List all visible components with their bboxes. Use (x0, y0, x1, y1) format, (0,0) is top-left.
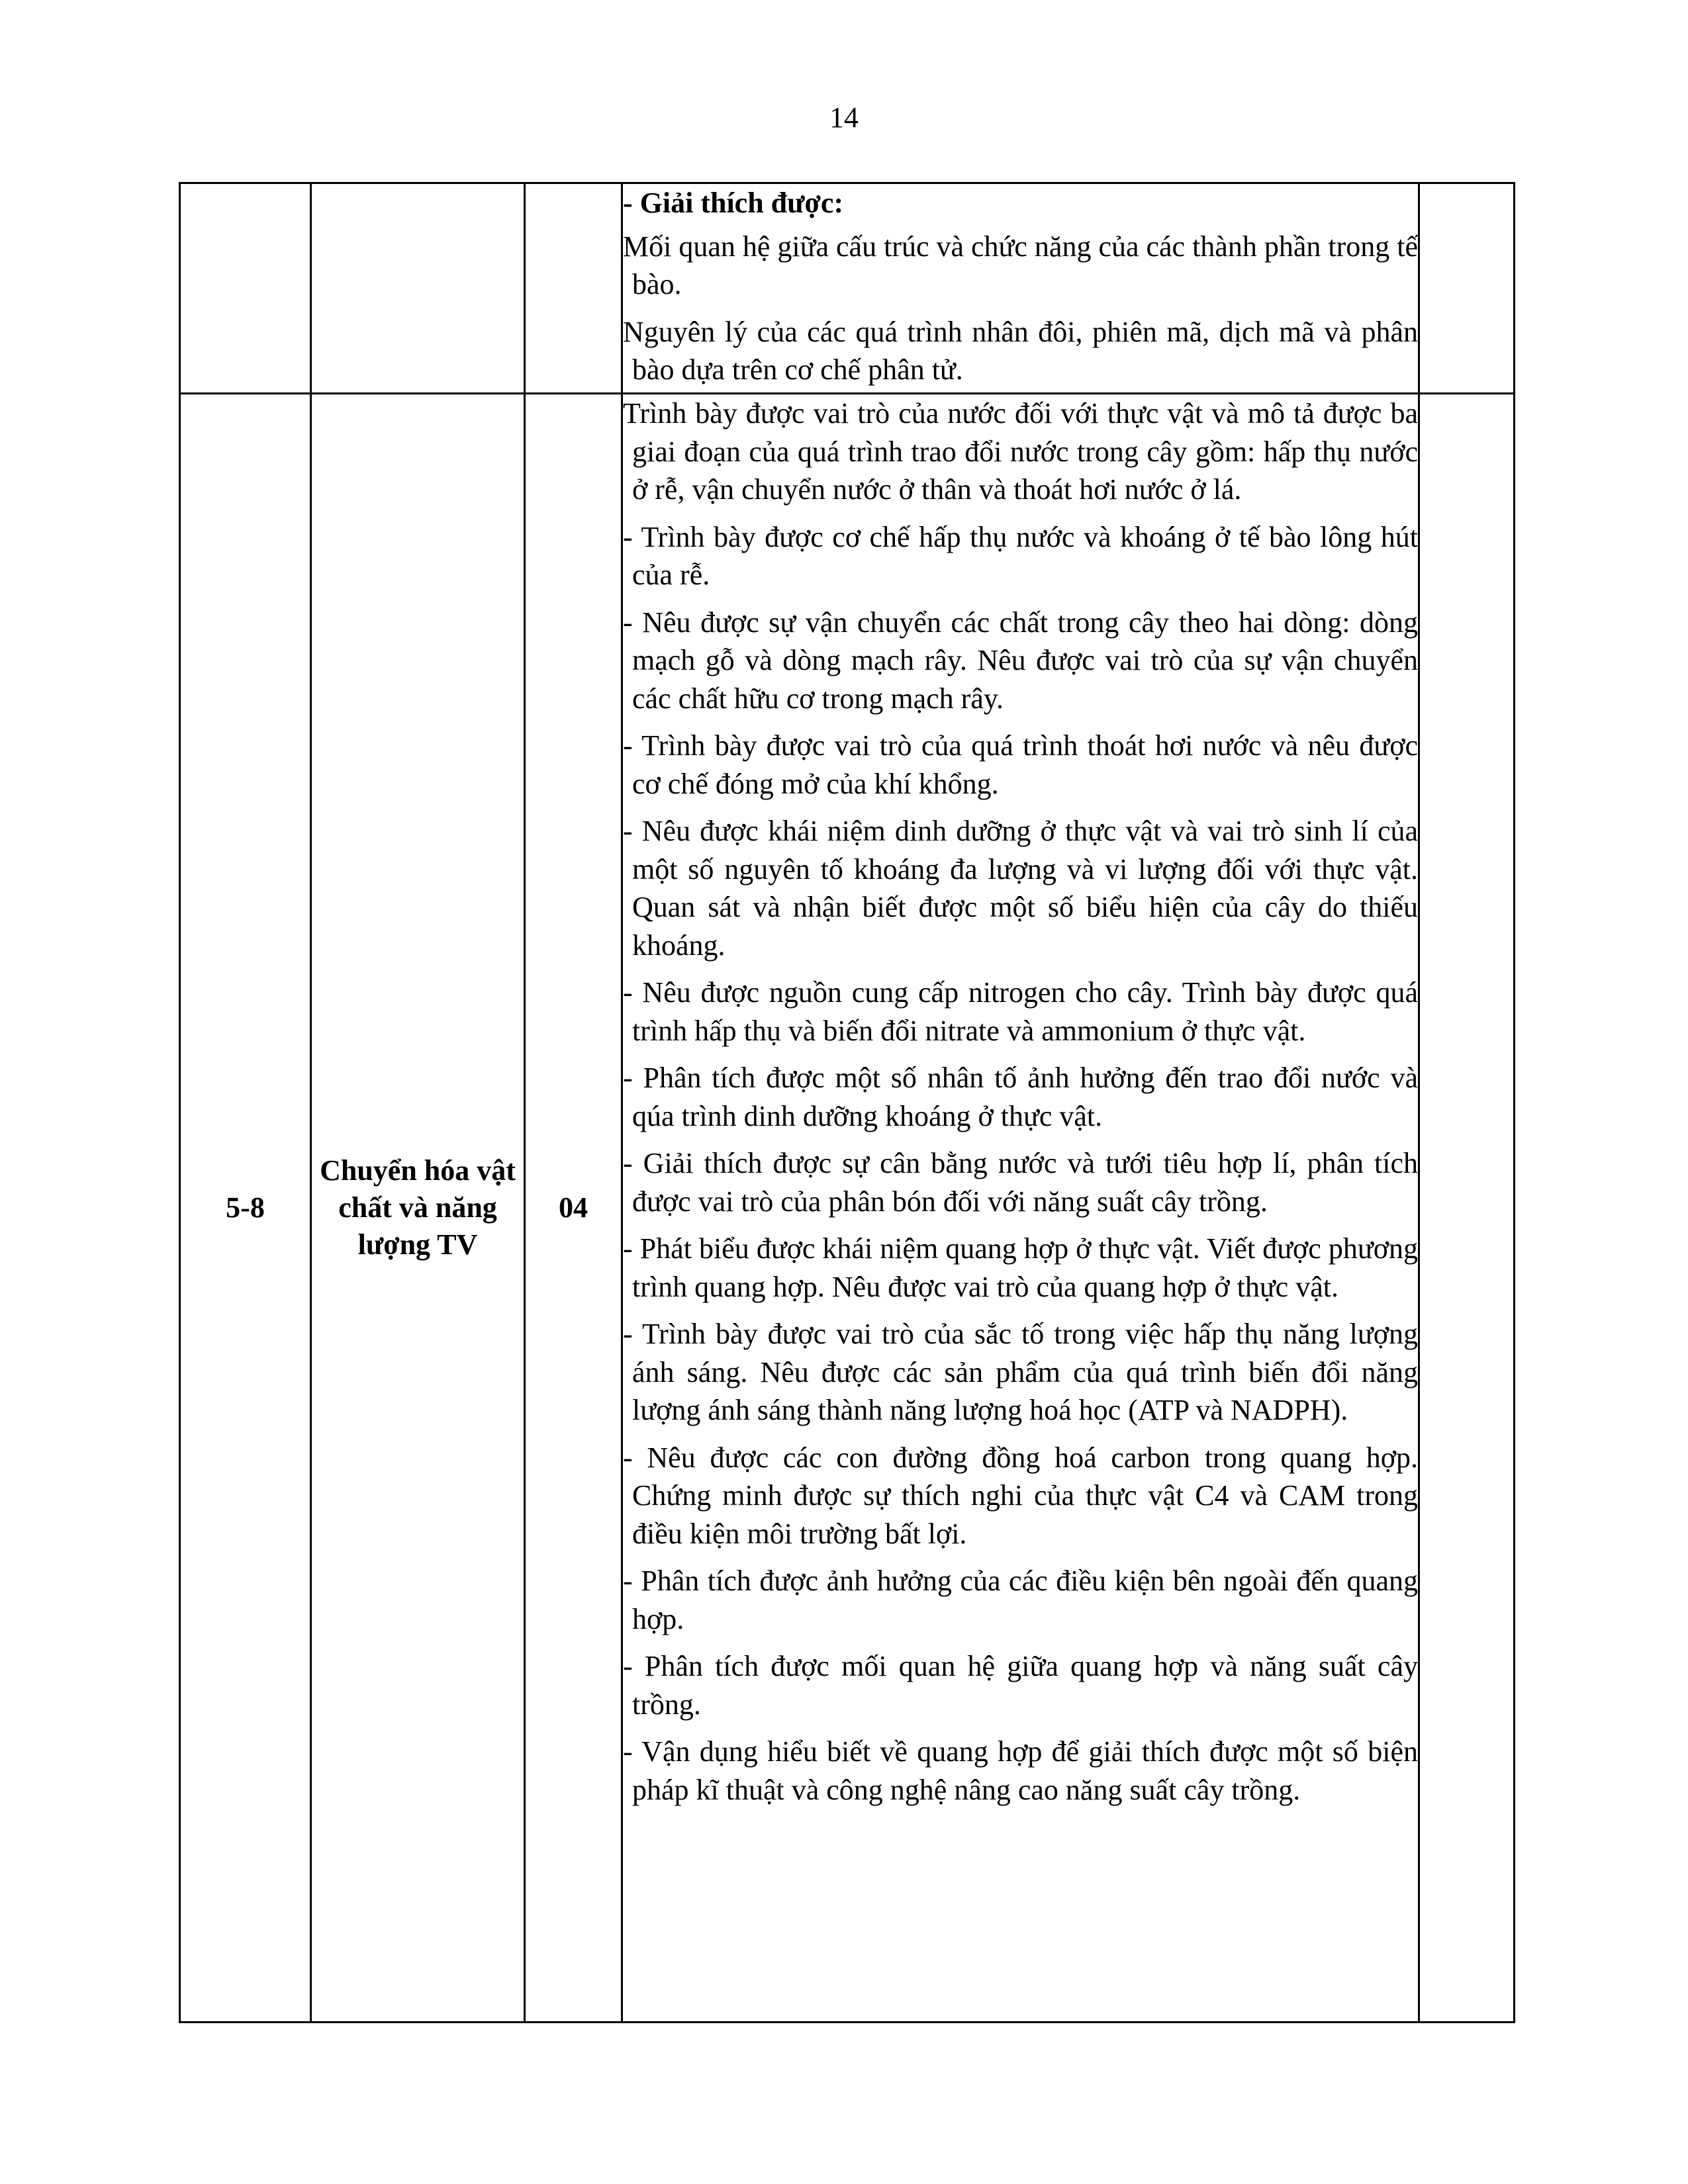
note-cell (1419, 394, 1515, 2023)
list-item: - Phân tích được mối quan hệ giữa quang hợp và năng suất cây trồng. (623, 1650, 1418, 1721)
list-item: - Phân tích được ảnh hưởng của các điều kiện bên ngoài đến quang hợp. (623, 1565, 1418, 1635)
list-item: - Phát biểu được khái niệm quang hợp ở thực vật. Viết được phương trình quang hợp. Nêu được vai trò của quang hợp ở thực vật. (623, 1232, 1418, 1303)
table-row (180, 394, 1515, 2023)
list-item: - Phân tích được một số nhân tố ảnh hưởng đến trao đổi nước và qúa trình dinh dưỡng khoáng ở thực vật. (623, 1062, 1418, 1132)
list-item: - Nêu được khái niệm dinh dưỡng ở thực vật và vai trò sinh lí của một số nguyên tố khoáng đa lượng và vi lượng đối với thực vật. Quan sát và nhận biết được một số biểu hiện của cây do thiếu khoáng. (623, 815, 1418, 962)
week-cell (180, 183, 311, 394)
periods-cell (525, 183, 622, 394)
periods-cell: 04 (525, 394, 622, 2023)
curriculum-table (179, 182, 1515, 2023)
list-item: - Trình bày được cơ chế hấp thụ nước và khoáng ở tế bào lông hút của rễ. (623, 520, 1418, 591)
topic-cell (311, 183, 525, 394)
table-row (180, 183, 1515, 394)
list-item: - Trình bày được vai trò của quá trình thoát hơi nước và nêu được cơ chế đóng mở của khí khổng. (623, 729, 1418, 800)
note-cell (1419, 183, 1515, 394)
page-number: 14 (829, 101, 859, 134)
list-item: - Giải thích được sự cân bằng nước và tưới tiêu hợp lí, phân tích được vai trò của phân bón đối với năng suất cây trồng. (623, 1147, 1418, 1218)
topic-cell: Chuyển hóa vật chất và năng lượng TV (311, 394, 525, 2023)
list-item: Trình bày được vai trò của nước đối với thực vật và mô tả được ba giai đoạn của quá trình trao đổi nước trong cây gồm: hấp thụ nước ở rễ, vận chuyển nước ở thân và thoát hơi nước ở lá. (623, 397, 1418, 506)
list-item: - Trình bày được vai trò của sắc tố trong việc hấp thụ năng lượng ánh sáng. Nêu được các sản phẩm của quá trình biến đổi năng lượng ánh sáng thành năng lượng hoá học (ATP và NADPH). (623, 1318, 1418, 1426)
outcomes-heading (623, 184, 1418, 222)
week-cell: 5-8 (180, 394, 311, 2023)
outcomes-heading-colon: : (833, 187, 844, 219)
list-item: - Nêu được nguồn cung cấp nitrogen cho cây. Trình bày được quá trình hấp thụ và biến đổi nitrate và ammonium ở thực vật. (623, 976, 1418, 1047)
list-item: Mối quan hệ giữa cấu trúc và chức năng của các thành phần trong tế bào. (623, 230, 1418, 300)
outcomes-heading-bold: - Giải thích được (623, 187, 834, 219)
list-item: - Vận dụng hiểu biết về quang hợp để giải thích được một số biện pháp kĩ thuật và công nghệ nâng cao năng suất cây trồng. (623, 1735, 1418, 1806)
list-item: - Nêu được các con đường đồng hoá carbon trong quang hợp. Chứng minh được sự thích nghi của thực vật C4 và CAM trong điều kiện môi trường bất lợi. (623, 1441, 1418, 1550)
learning-outcomes-cell (622, 394, 1419, 2023)
list-item: - Nêu được sự vận chuyển các chất trong cây theo hai dòng: dòng mạch gỗ và dòng mạch rây. Nêu được vai trò của sự vận chuyển các chất hữu cơ trong mạch rây. (623, 606, 1418, 715)
list-item: Nguyên lý của các quá trình nhân đôi, phiên mã, dịch mã và phân bào dựa trên cơ chế phân tử. (623, 315, 1418, 386)
learning-outcomes-cell (622, 183, 1419, 394)
